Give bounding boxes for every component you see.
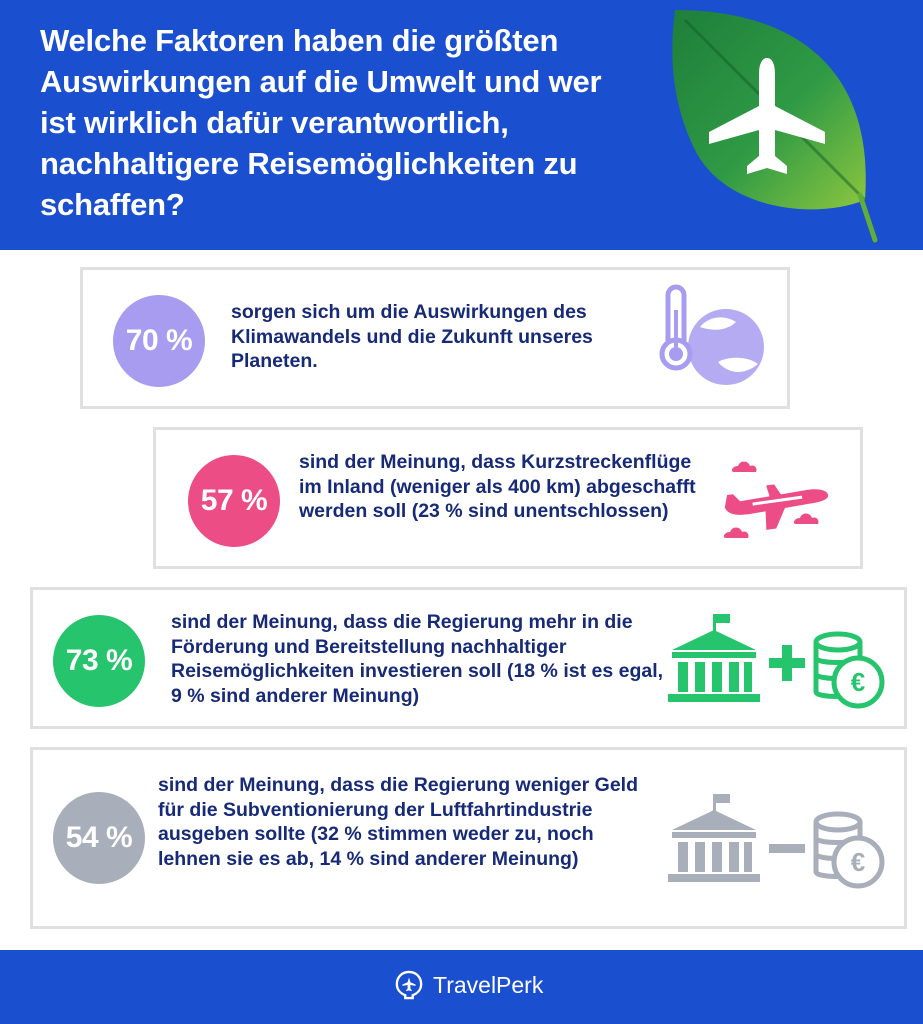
stat-card — [80, 267, 790, 409]
leaf-airplane-icon — [665, 0, 890, 250]
stat-text: sind der Meinung, dass die Regierung weniger Geld für die Subventionierung der Luftfahrtindustrie ausgeben sollte (32 % stimmen weder zu, noch lehnen sie es ab, 14 % sind anderer Meinung) — [158, 774, 638, 870]
percent-badge: 70 % — [113, 295, 205, 387]
airplane-clouds-icon — [718, 458, 838, 548]
stat-text: sorgen sich um die Auswirkungen des Klimawandels und die Zukunft unseres Planeten. — [231, 301, 593, 372]
government-plus-euro-icon — [668, 612, 893, 712]
svg-text:€: € — [850, 847, 866, 877]
header — [0, 0, 923, 250]
svg-text:€: € — [850, 667, 866, 697]
brand — [395, 970, 543, 1000]
stat-card — [153, 427, 863, 569]
thermometer-globe-icon — [648, 282, 768, 392]
percent-badge: 57 % — [188, 455, 280, 547]
footer — [0, 950, 923, 1024]
travelperk-logo-icon — [395, 970, 423, 1000]
percent-badge: 73 % — [53, 615, 145, 707]
stat-card — [30, 587, 907, 729]
brand-name: TravelPerk — [433, 971, 544, 998]
stat-text: sind der Meinung, dass die Regierung mehr in die Förderung und Bereitstellung nachhaltiger Reisemöglichkeiten investieren soll (18 % ist es egal, 9 % sind anderer Meinung) — [171, 611, 664, 707]
page-title: Welche Faktoren haben die größten Auswirkungen auf die Umwelt und wer ist wirklich dafür verantwortlich, nachhaltigere Reisemöglichkeiten zu schaffen? — [40, 23, 602, 222]
stat-text: sind der Meinung, dass Kurzstreckenflüge im Inland (weniger als 400 km) abgeschafft werden soll (23 % sind unentschlossen) — [299, 451, 696, 522]
government-minus-euro-icon — [668, 792, 893, 892]
stat-card — [30, 747, 907, 929]
percent-badge: 54 % — [53, 792, 145, 884]
